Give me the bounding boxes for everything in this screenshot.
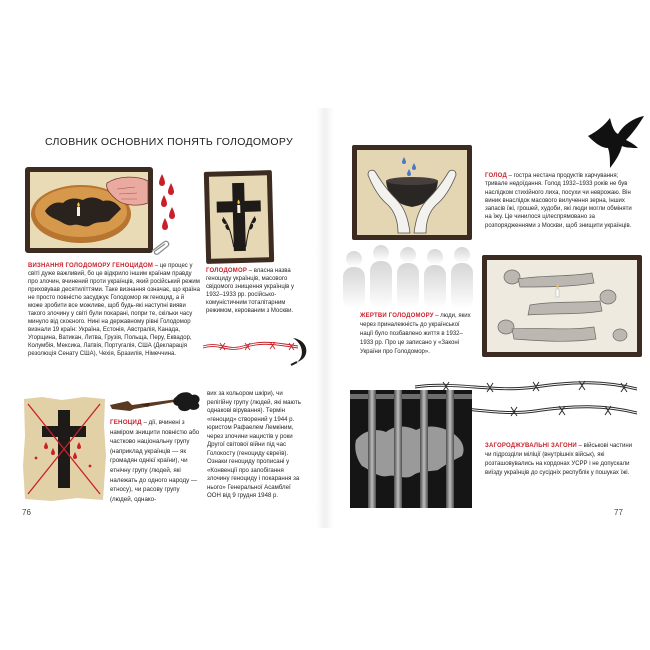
entry-hunger: [485, 172, 640, 230]
rifle-smoke-illustration: [110, 391, 202, 413]
entry-term: ВИЗНАННЯ ГОЛОДОМОРУ ГЕНОЦИДОМ: [28, 263, 154, 269]
red-barbed-wire-icon: [203, 338, 298, 356]
entry-genocide-continued: [207, 390, 305, 501]
memorial-cross-illustration: [204, 170, 274, 264]
entry-holodomor: [206, 267, 298, 315]
entry-definition: – люди, яких через приналежність до української нації було позбавлено життя в 1932–1933 рр. Про це записано у «Законі України про Голодомор».: [360, 313, 471, 355]
paperclip-icon: [150, 238, 172, 256]
entry-definition-continued: вих за кольором шкіри), чи релігійну групу (людей, які мають однакові вірування). Термін «геноцид» створений у 1944 р. юристом Рафаелем Лемкіним, через злочини нацистів у роки Другої світової війни під час Голокосту (геноциду євреїв). Ознаки геноциду прописані у «Конвенції про запобігання злочину геноциду і покарання за нього» Генеральної Асамблеї ООН від 9 грудня 1948 р.: [207, 390, 301, 499]
entry-genocide-recognition: [28, 262, 200, 358]
entry-barrier-detachments: [485, 442, 640, 478]
entry-term: ГЕНОЦИД: [110, 419, 142, 426]
entry-definition: – військові частини чи підрозділи міліції (внутрішніх військ), які розташовувались на кордонах УСРР і не допускали виїзду українців до сусідніх республік у пошуках їжі.: [485, 443, 633, 476]
raven-icon: [586, 114, 646, 170]
entry-victims: [360, 312, 472, 357]
bread-map-illustration: [25, 167, 153, 253]
center-fold: [316, 108, 334, 528]
entry-definition: – власна назва геноциду українців, масового свідомого знищення українців у 1932–1933 рр. російсько-комуністичним тоталітарним режимом, керованим з Москви.: [206, 268, 294, 314]
blood-drops-icon: [158, 174, 178, 230]
page-number-right: 77: [614, 508, 623, 517]
victims-illustration: [482, 255, 642, 357]
entry-term: ЖЕРТВИ ГОЛОДОМОРУ: [360, 313, 434, 319]
entry-genocide: [110, 418, 200, 504]
hands-bowl-illustration: [352, 145, 472, 240]
ghost-figures-illustration: [340, 243, 475, 309]
crossed-cross-illustration: [22, 396, 107, 502]
entry-term: ГОЛОДОМОР: [206, 268, 248, 274]
page-title: СЛОВНИК ОСНОВНИХ ПОНЯТЬ ГОЛОДОМОРУ: [45, 136, 293, 148]
page-number-left: 76: [22, 508, 31, 517]
entry-term: ГОЛОД: [485, 173, 507, 179]
entry-definition: – гостра нестача продуктів харчування; тривале недоїдання. Голод 1932–1933 років не був наслідком стихійного лиха, посухи чи неврожаю. Він виник внаслідок масового вилучення зерна, інших запасів їжі, грошей, худоби, які люди могли обміняти на їжу. Це чинилося цілеспрямовано за розпорядженнями з Москви, щоб знищити українців.: [485, 173, 632, 229]
entry-term: ЗАГОРОДЖУВАЛЬНІ ЗАГОНИ: [485, 443, 577, 449]
entry-definition: – це процес у світі дуже важливий, бо це відкрило іншим країнам правду про злочин, вчинений проти українців, який російський режим приховував десятиліттями. Таке визнання означає, що країна не просто повністю засуджує Голодомор як геноцид, а й може зробити все можливе, щоб будь-які наступні вияви такого злочину у світі були покарані, попри те, скільки часу минуло від скоєного. Нині на державному рівні Голодомор визнали 19 країн: Україна, Естонія, Австралія, Канада, Угорщина, Ватикан, Литва, Грузія, Польща, Перу, Еквадор, Колумбія, Мексика, Латвія, Португалія, США (Декларація резолюція Сенату США), Чехія, Бразилія, Німеччина.: [28, 263, 200, 357]
entry-definition: – дії, вчинені з наміром знищити повністю або частково національну групу (наприклад українців — як громадян однієї країни), чи етнічну групу (людей, які належать до одного народу — етносу), чи расову групу (людей, однако-: [110, 419, 200, 503]
sickle-icon: [289, 336, 311, 366]
prison-map-illustration: [350, 390, 472, 508]
